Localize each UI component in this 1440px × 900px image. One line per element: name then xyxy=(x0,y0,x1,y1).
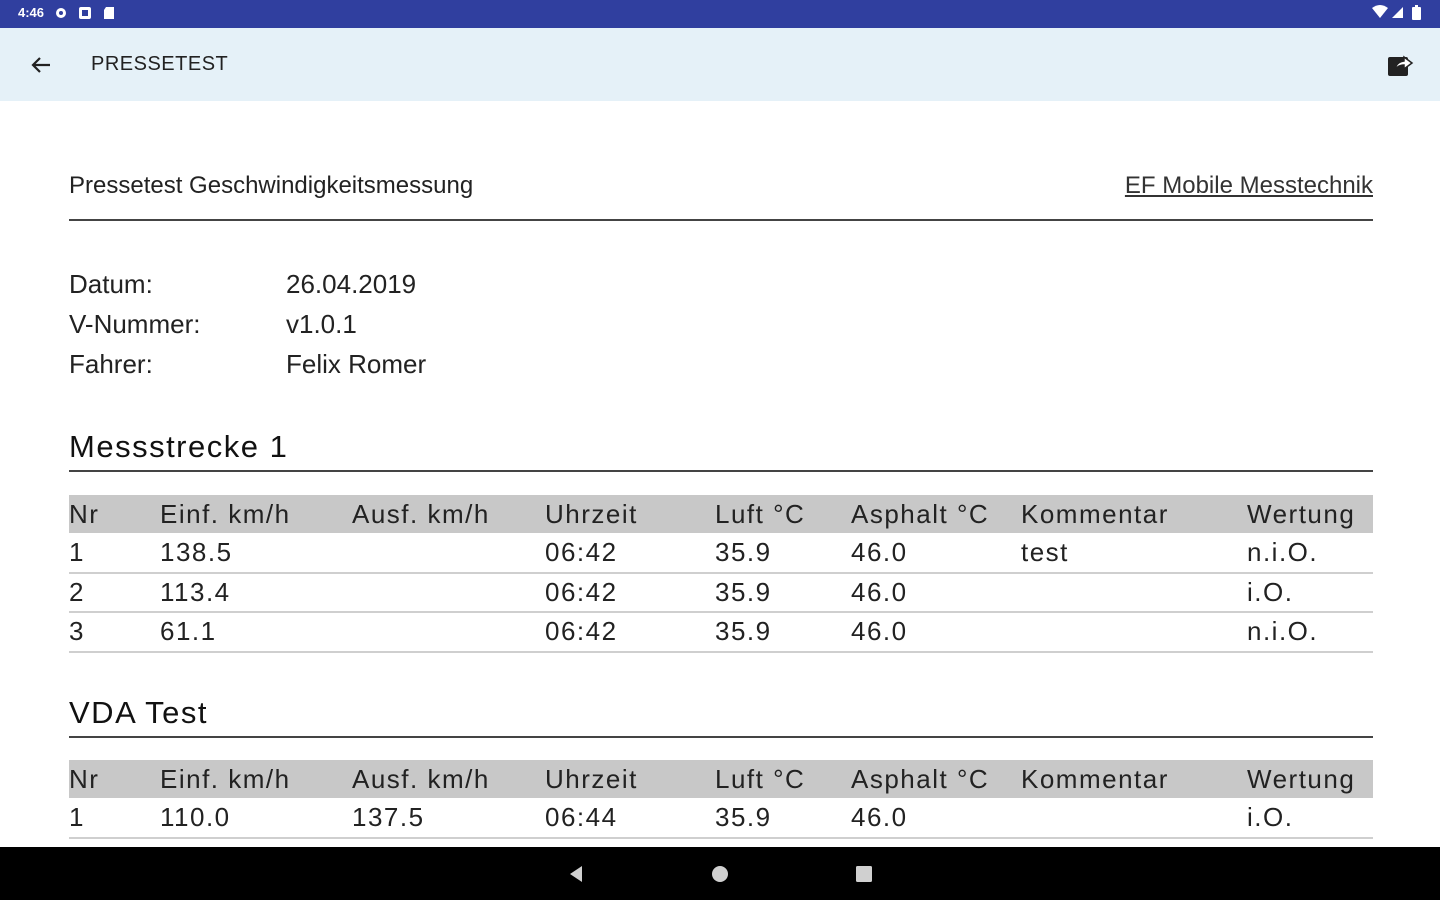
arrow-back-icon xyxy=(30,54,52,76)
measurement-table-messstrecke-1 xyxy=(69,495,1373,653)
table-cell xyxy=(352,573,545,613)
notification-icon xyxy=(78,6,92,20)
wifi-icon xyxy=(1372,5,1386,19)
table-cell: n.i.O. xyxy=(1247,612,1373,652)
status-time: 4:46 xyxy=(18,5,45,20)
table-cell: 138.5 xyxy=(160,533,352,573)
table-cell: 06:42 xyxy=(545,533,715,573)
column-header: Nr xyxy=(69,760,160,798)
section-title-messstrecke-1: Messstrecke 1 xyxy=(69,429,1373,472)
back-triangle-icon xyxy=(566,864,586,884)
info-label: Fahrer: xyxy=(69,349,153,379)
column-header: Wertung xyxy=(1247,760,1373,798)
table-cell xyxy=(352,612,545,652)
nav-back-button[interactable] xyxy=(563,861,589,887)
app-bar xyxy=(0,28,1440,101)
column-header: Kommentar xyxy=(1021,760,1247,798)
table-cell: 06:42 xyxy=(545,573,715,613)
nav-recents-button[interactable] xyxy=(851,861,877,887)
report-info xyxy=(69,269,669,389)
table-cell xyxy=(1021,573,1247,613)
info-value: v1.0.1 xyxy=(286,309,357,339)
column-header: Uhrzeit xyxy=(545,495,715,533)
table-cell: 46.0 xyxy=(851,612,1021,652)
report-header xyxy=(69,169,1373,221)
table-cell: 1 xyxy=(69,533,160,573)
column-header: Wertung xyxy=(1247,495,1373,533)
table-cell: 137.5 xyxy=(352,798,545,838)
report-title: Pressetest Geschwindigkeitsmessung xyxy=(69,172,474,199)
table-cell xyxy=(1021,612,1247,652)
table-row xyxy=(69,533,1373,573)
column-header: Asphalt °C xyxy=(851,495,1021,533)
info-label: V-Nummer: xyxy=(69,309,201,339)
status-right xyxy=(1372,5,1426,19)
table-row xyxy=(69,573,1373,613)
column-header: Einf. km/h xyxy=(160,760,352,798)
table-cell: 1 xyxy=(69,798,160,838)
signal-icon xyxy=(1392,5,1406,19)
table-cell: 110.0 xyxy=(160,798,352,838)
column-header: Ausf. km/h xyxy=(352,495,545,533)
table-cell: 46.0 xyxy=(851,573,1021,613)
measurement-table-vda-test xyxy=(69,760,1373,839)
table-row xyxy=(69,612,1373,652)
column-header: Kommentar xyxy=(1021,495,1247,533)
table-row xyxy=(69,798,1373,838)
column-header: Einf. km/h xyxy=(160,495,352,533)
info-row-datum xyxy=(69,269,669,309)
column-header: Asphalt °C xyxy=(851,760,1021,798)
table-cell: 06:42 xyxy=(545,612,715,652)
table-cell: 113.4 xyxy=(160,573,352,613)
table-header-row xyxy=(69,495,1373,533)
share-export-icon xyxy=(1386,51,1414,79)
info-value: 26.04.2019 xyxy=(286,269,417,299)
recents-square-icon xyxy=(854,864,874,884)
info-row-v-nummer xyxy=(69,309,669,349)
table-cell: 46.0 xyxy=(851,533,1021,573)
table-cell: 46.0 xyxy=(851,798,1021,838)
table-cell: 61.1 xyxy=(160,612,352,652)
section-title-vda-test: VDA Test xyxy=(69,695,1373,738)
table-cell xyxy=(352,533,545,573)
nav-home-button[interactable] xyxy=(707,861,733,887)
gear-icon xyxy=(54,6,68,20)
status-left xyxy=(18,5,116,20)
column-header: Ausf. km/h xyxy=(352,760,545,798)
table-cell: n.i.O. xyxy=(1247,533,1373,573)
info-label: Datum: xyxy=(69,269,153,299)
table-cell: test xyxy=(1021,533,1247,573)
table-cell: 2 xyxy=(69,573,160,613)
column-header: Uhrzeit xyxy=(545,760,715,798)
table-header-row xyxy=(69,760,1373,798)
app-title: PRESSETEST xyxy=(91,53,229,75)
table-cell: 06:44 xyxy=(545,798,715,838)
table-cell: 35.9 xyxy=(715,573,851,613)
column-header: Luft °C xyxy=(715,760,851,798)
table-cell: i.O. xyxy=(1247,573,1373,613)
table-cell: 35.9 xyxy=(715,798,851,838)
company-link[interactable]: EF Mobile Messtechnik xyxy=(1124,172,1373,199)
share-button[interactable] xyxy=(1384,49,1416,81)
table-cell: i.O. xyxy=(1247,798,1373,838)
table-cell xyxy=(1021,798,1247,838)
sd-card-icon xyxy=(102,6,116,20)
table-cell: 35.9 xyxy=(715,533,851,573)
info-value: Felix Romer xyxy=(286,349,427,379)
battery-icon xyxy=(1412,5,1426,19)
back-button[interactable] xyxy=(26,50,56,80)
home-circle-icon xyxy=(710,864,730,884)
status-bar xyxy=(0,0,1440,28)
table-cell: 35.9 xyxy=(715,612,851,652)
system-nav-bar xyxy=(0,847,1440,900)
table-cell: 3 xyxy=(69,612,160,652)
column-header: Nr xyxy=(69,495,160,533)
column-header: Luft °C xyxy=(715,495,851,533)
info-row-fahrer xyxy=(69,349,669,389)
